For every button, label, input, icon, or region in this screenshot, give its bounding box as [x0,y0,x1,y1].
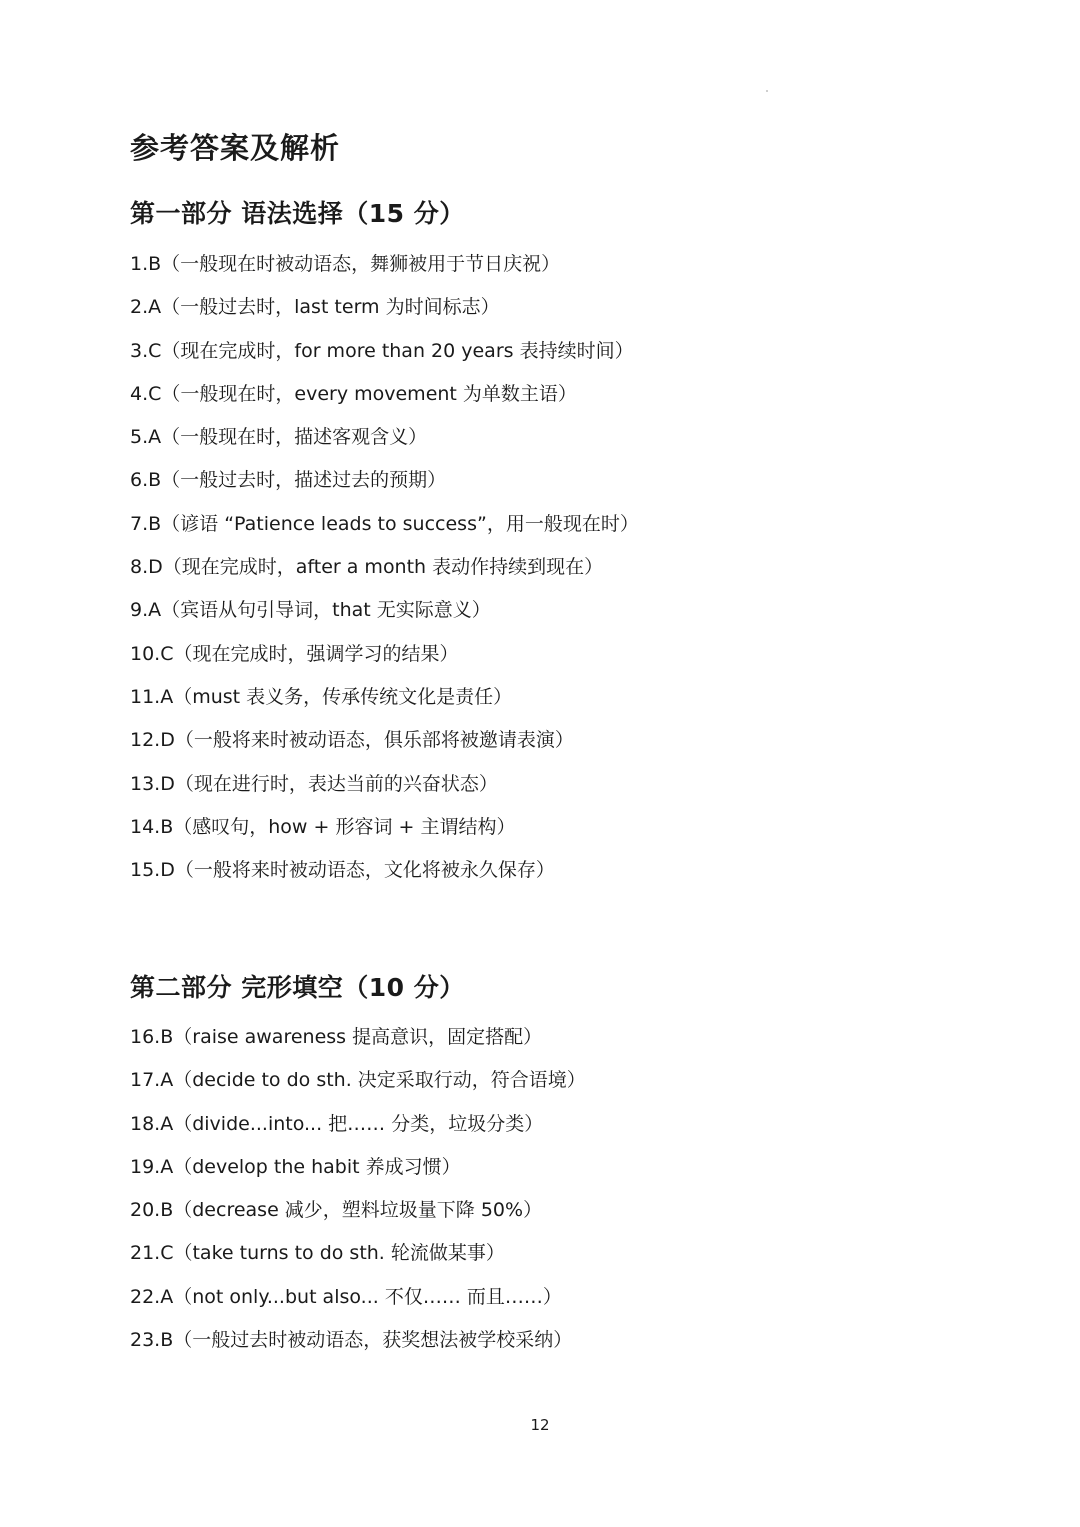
answer-item: 21.C（take turns to do sth. 轮流做某事） [130,1242,505,1265]
answer-item: 2.A（一般过去时，last term 为时间标志） [130,296,500,319]
answer-item: 3.C（现在完成时，for more than 20 years 表持续时间） [130,339,634,362]
answer-item: 15.D（一般将来时被动语态，文化将被永久保存） [130,859,555,882]
page-title: 参考答案及解析 [130,131,341,165]
answer-item: 11.A（must 表义务，传承传统文化是责任） [130,685,513,708]
answer-list-cloze [130,1020,586,1366]
answer-item: 18.A（divide...into... 把…… 分类，垃圾分类） [130,1112,544,1135]
answer-list-grammar [130,247,639,896]
answer-item: 16.B（raise awareness 提高意识，固定搭配） [130,1026,543,1048]
answer-item: 7.B（谚语 “Patience leads to success”，用一般现在时） [130,512,639,535]
answer-item: 22.A（not only...but also... 不仅…… 而且……） [130,1285,562,1308]
page-number: 12 [530,1416,550,1434]
answer-item: 13.D（现在进行时，表达当前的兴奋状态） [130,772,498,795]
answer-item: 19.A（develop the habit 养成习惯） [130,1155,461,1178]
answer-item: 1.B（一般现在时被动语态，舞狮被用于节日庆祝） [130,253,561,275]
answer-item: 6.B（一般过去时，描述过去的预期） [130,469,447,492]
answer-item: 17.A（decide to do sth. 决定采取行动，符合语境） [130,1069,586,1092]
scan-speck [766,90,768,92]
answer-item: 8.D（现在完成时，after a month 表动作持续到现在） [130,556,604,579]
answer-item: 12.D（一般将来时被动语态，俱乐部将被邀请表演） [130,729,574,752]
answer-item: 10.C（现在完成时，强调学习的结果） [130,642,459,665]
section-heading-cloze: 第二部分 完形填空（10 分） [130,973,465,1002]
answer-item: 14.B（感叹句，how + 形容词 + 主谓结构） [130,815,516,838]
answer-item: 23.B（一般过去时被动语态，获奖想法被学校采纳） [130,1329,573,1352]
section-heading-grammar: 第一部分 语法选择（15 分） [130,199,465,228]
answer-item: 4.C（一般现在时，every movement 为单数主语） [130,382,577,405]
answer-item: 9.A（宾语从句引导词，that 无实际意义） [130,599,491,622]
answer-item: 5.A（一般现在时，描述客观含义） [130,426,428,449]
answer-item: 20.B（decrease 减少，塑料垃圾量下降 50%） [130,1199,543,1222]
